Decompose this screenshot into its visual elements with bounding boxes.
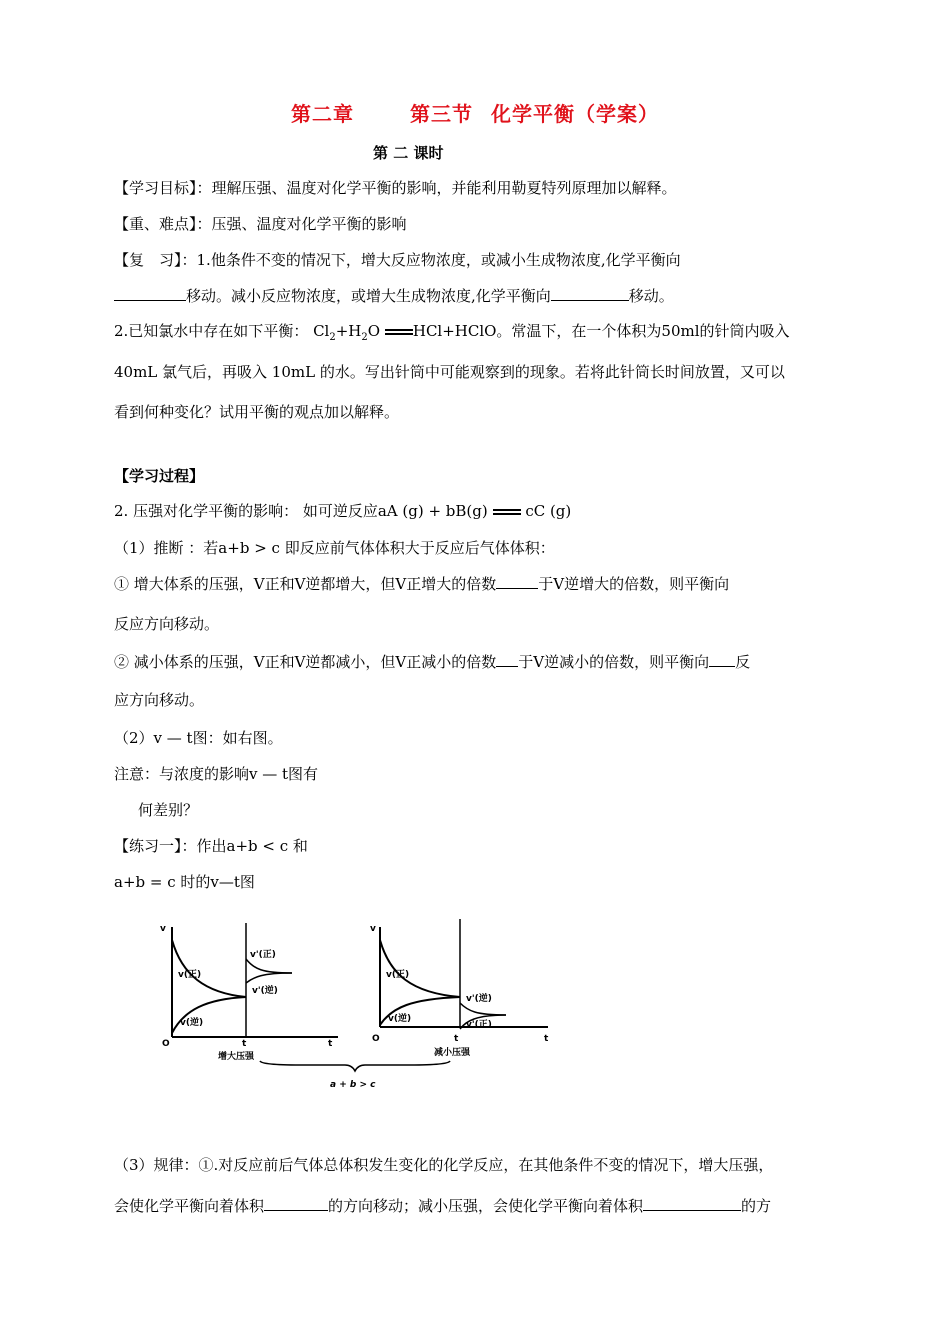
inference-item-1 xyxy=(114,574,729,594)
review-text-2b: 移动。 xyxy=(628,287,674,305)
brace-icon xyxy=(260,1061,450,1071)
right-origin-label: O xyxy=(372,1034,380,1044)
exercise-line xyxy=(114,836,308,856)
right-new-reverse-curve xyxy=(460,1003,506,1015)
q2-text-a: 2.已知氯水中存在如下平衡： Cl xyxy=(114,322,330,340)
q2-text-b: +H xyxy=(335,322,362,340)
rule-text-a: 会使化学平衡向着体积 xyxy=(114,1197,265,1215)
item1-text-a: ① 增大体系的压强，V正和V逆都增大，但V正增大的倍数 xyxy=(114,575,497,593)
exercise-text: ：作出a+b < c 和 xyxy=(181,837,308,855)
rule-line-2 xyxy=(114,1196,771,1216)
item2-text-b: 于V逆减小的倍数，则平衡向 xyxy=(518,653,710,671)
inference-line: （1）推断 ：若a+b > c 即反应前气体体积大于反应后气体体积： xyxy=(114,539,555,557)
left-new-forward-curve xyxy=(246,959,292,973)
answer-blank[interactable] xyxy=(643,1196,741,1211)
brace-label: a + b > c xyxy=(330,1080,376,1090)
lesson-subtitle: 第 二 课时 xyxy=(373,144,444,162)
left-origin-label: O xyxy=(162,1039,170,1049)
review-line-1 xyxy=(114,250,681,270)
answer-blank[interactable] xyxy=(496,652,518,667)
left-forward-label: v(正) xyxy=(178,970,202,980)
review-question-2-line2: 40mL 氯气后，再吸入 10mL 的水。写出针筒中可能观察到的现象。若将此针筒长时间放置，又可以 xyxy=(114,363,785,381)
key-points-text: ：压强、温度对化学平衡的影响 xyxy=(196,215,407,233)
right-v-label: v xyxy=(370,924,376,934)
key-points-label: 【重、难点】 xyxy=(114,215,197,233)
note-line-2: 何差别？ xyxy=(138,801,199,819)
left-t-axis-label: t xyxy=(328,1039,333,1049)
answer-blank[interactable] xyxy=(551,286,629,301)
rule-text-c: 的方 xyxy=(741,1197,772,1215)
vt-figure xyxy=(150,915,560,1095)
left-new-reverse-label: v'(逆) xyxy=(252,986,278,996)
review-label: 【复 习】 xyxy=(114,251,182,269)
page-title xyxy=(0,98,950,127)
exercise-label: 【练习一】 xyxy=(114,837,182,855)
left-v-label: v xyxy=(160,924,166,934)
inference-item-2-cont: 应方向移动。 xyxy=(114,691,205,709)
objective-text: ：理解压强、温度对化学平衡的影响，并能利用勒夏特列原理加以解释。 xyxy=(196,179,677,197)
process-point-2 xyxy=(114,501,571,521)
left-caption: 增大压强 xyxy=(218,1052,255,1062)
left-forward-curve xyxy=(172,940,246,997)
process-p2-b: cC (g) xyxy=(525,502,572,520)
title-chapter: 第二章 xyxy=(291,102,354,126)
title-topic: 化学平衡（学案） xyxy=(491,102,659,126)
review-text-2a: 移动。减小反应物浓度，或增大生成物浓度,化学平衡向 xyxy=(186,287,551,305)
right-forward-label: v(正) xyxy=(386,970,410,980)
right-t-axis-label: t xyxy=(544,1034,549,1044)
left-reverse-label: v(逆) xyxy=(180,1018,204,1028)
right-new-forward-label: v'(正) xyxy=(466,1020,492,1030)
left-t-mark: t xyxy=(242,1039,247,1049)
process-p2-a: 2. 压强对化学平衡的影响： 如可逆反应aA (g) + bB(g) xyxy=(114,502,488,520)
item2-text-c: 反 xyxy=(735,653,751,671)
review-line-2 xyxy=(114,286,674,306)
q2-text-d: HCl+HClO。常温下，在一个体积为50ml的针筒内吸入 xyxy=(412,322,790,340)
q2-text-c: O xyxy=(367,322,381,340)
left-new-reverse-curve xyxy=(246,973,292,983)
exercise-line-2: a+b = c 时的v—t图 xyxy=(114,873,255,891)
answer-blank[interactable] xyxy=(264,1196,328,1211)
review-text-1: ：1.他条件不变的情况下，增大反应物浓度，或减小生成物浓度,化学平衡向 xyxy=(181,251,681,269)
process-heading: 【学习过程】 xyxy=(114,467,205,485)
answer-blank[interactable] xyxy=(114,286,186,301)
left-new-forward-label: v'(正) xyxy=(250,950,276,960)
item2-text-a: ② 减小体系的压强，V正和V逆都减小，但V正减小的倍数 xyxy=(114,653,497,671)
item1-text-b: 于V逆增大的倍数，则平衡向 xyxy=(538,575,730,593)
key-points-line xyxy=(114,214,407,234)
inference-item-1-cont: 反应方向移动。 xyxy=(114,615,220,633)
review-question-2-line3: 看到何种变化？试用平衡的观点加以解释。 xyxy=(114,403,400,421)
right-t-mark: t xyxy=(454,1034,459,1044)
right-new-reverse-label: v'(逆) xyxy=(466,994,492,1004)
vt-graph-line: （2）v — t图：如右图。 xyxy=(114,729,283,747)
review-question-2: 2.已知氯水中存在如下平衡： $Cl_2+H_2O$ HCl+HClO。常温下，在一个体积为50ml的针筒内吸入 xyxy=(114,322,790,343)
title-section: 第三节 xyxy=(410,102,473,126)
objective-line xyxy=(114,178,677,198)
note-line-1: 注意：与浓度的影响v — t图有 xyxy=(114,765,319,783)
right-caption: 减小压强 xyxy=(434,1048,471,1058)
rule-text-b: 的方向移动；减小压强，会使化学平衡向着体积 xyxy=(328,1197,644,1215)
right-forward-curve xyxy=(380,940,460,997)
rule-line-1: （3）规律：①.对反应前后气体总体积发生变化的化学反应，在其他条件不变的情况下，增大压强， xyxy=(114,1156,774,1174)
right-reverse-label: v(逆) xyxy=(388,1014,412,1024)
answer-blank[interactable] xyxy=(496,574,538,589)
inference-item-2 xyxy=(114,652,750,672)
objective-label: 【学习目标】 xyxy=(114,179,197,197)
answer-blank[interactable] xyxy=(709,652,735,667)
equilibrium-arrow-icon xyxy=(385,327,413,337)
equilibrium-arrow-icon xyxy=(493,507,521,517)
